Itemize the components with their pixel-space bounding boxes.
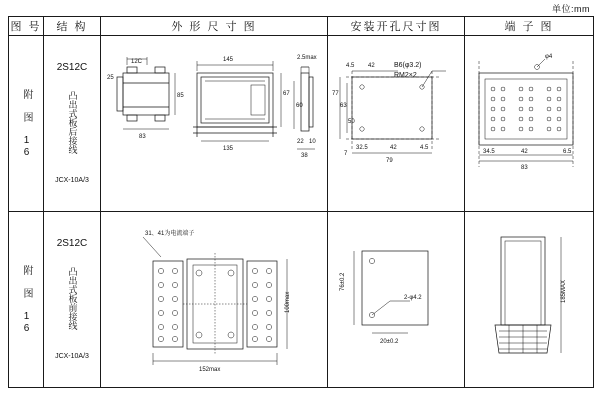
- row1-code: JCX-10A/3: [55, 176, 89, 184]
- dim-20: 20±0.2: [380, 338, 399, 345]
- row2-desc: 凸出式板前接线: [67, 267, 78, 330]
- header-col-struct: 结 构: [44, 17, 101, 36]
- unit-note: 单位:mm: [552, 4, 590, 14]
- row1-model: 2S12C: [56, 61, 88, 73]
- dim-77: 77: [332, 90, 339, 97]
- dim-135: 135: [223, 145, 234, 152]
- dim-83: 83: [139, 133, 146, 140]
- row2-mount-drawing: [328, 212, 465, 388]
- dim-25: 25: [107, 74, 114, 81]
- dim-38: 38: [301, 152, 308, 159]
- table-header-row: [9, 17, 594, 36]
- dim-83: 83: [521, 164, 528, 171]
- row1-mount-drawing: [328, 36, 465, 212]
- header-col-terminal: 端 子 图: [465, 17, 594, 36]
- dim-42-top: 42: [368, 62, 375, 69]
- dim-152max: 152max: [199, 366, 221, 373]
- dim-325: 32.5: [356, 144, 368, 151]
- dim-65: 6.5: [563, 148, 572, 155]
- dim-42: 42: [521, 148, 528, 155]
- header-col-outline: 外 形 尺 寸 图: [101, 17, 328, 36]
- row2-terminal-drawing: [465, 212, 594, 388]
- header-col-mount: 安装开孔尺寸图: [328, 17, 465, 36]
- row1-structure: [44, 36, 101, 212]
- row2-outline-drawing: [101, 212, 328, 388]
- dim-42-bot: 42: [390, 144, 397, 151]
- dim-12c: 12C: [131, 58, 143, 65]
- dim-79: 79: [386, 157, 393, 164]
- row2-structure: [44, 212, 101, 388]
- dim-63: 63: [340, 102, 347, 109]
- dim-145: 145: [223, 56, 234, 63]
- dim-10: 10: [309, 138, 316, 145]
- dim-345: 34.5: [483, 148, 495, 155]
- row2-code: JCX-10A/3: [55, 352, 89, 360]
- dim-45-bot: 4.5: [420, 144, 429, 151]
- row2-figure-no-text: 附 图 16: [21, 264, 32, 335]
- row2-model: 2S12C: [56, 237, 88, 249]
- dim-45-top: 4.5: [346, 62, 355, 69]
- row2-figure-no: [9, 212, 44, 388]
- dim-50: 50: [348, 118, 355, 125]
- row1-figure-no: [9, 36, 44, 212]
- label-rm2: RM2×2: [394, 71, 417, 79]
- dim-22: 22: [297, 138, 304, 145]
- row1-figure-no-text: 附 图 16: [21, 88, 32, 159]
- label-b6: B6(φ3.2): [394, 61, 422, 69]
- row1-terminal-drawing: [465, 36, 594, 212]
- dim-phi4: φ4: [545, 53, 553, 60]
- table-row: [9, 36, 594, 212]
- note-current-terminals: 31、41为电流端子: [145, 230, 195, 237]
- dim-7: 7: [344, 150, 348, 157]
- dim-185max: 185MAX: [561, 279, 567, 303]
- header-col-no: 图 号: [9, 17, 44, 36]
- dim-100max: 100max: [285, 291, 291, 313]
- dim-85: 85: [177, 92, 184, 99]
- dim-76: 76±0.2: [340, 272, 346, 291]
- spec-table: [8, 16, 594, 388]
- dim-67: 67: [283, 90, 290, 97]
- table-row: [9, 212, 594, 388]
- dim-2phi42: 2-φ4.2: [404, 294, 422, 301]
- row1-outline-drawing: [101, 36, 328, 212]
- row1-desc: 凸出式板后接线: [67, 91, 78, 154]
- dim-60: 60: [296, 102, 303, 109]
- dim-25max: 2.5max: [297, 54, 317, 61]
